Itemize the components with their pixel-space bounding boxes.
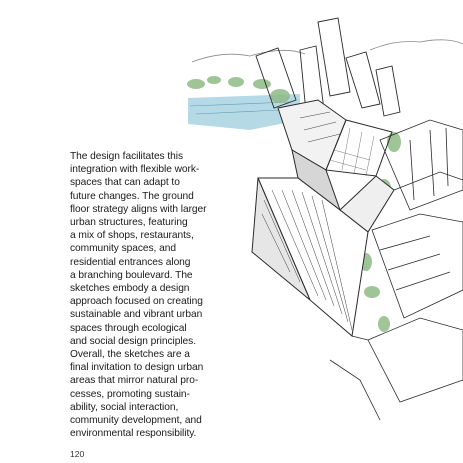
page-number: 120	[70, 449, 85, 459]
body-line: future changes. The ground	[70, 190, 194, 202]
body-line: community spaces, and	[70, 243, 176, 255]
body-line: residential entrances along	[70, 256, 191, 268]
body-line: urban structures, featuring	[70, 217, 188, 229]
body-line: ability, social interaction,	[70, 401, 179, 413]
body-line: sketches embody a design	[70, 283, 190, 295]
architectural-sketch-illustration	[180, 0, 463, 463]
body-line: spaces that can adapt to	[70, 177, 180, 189]
central-building	[252, 100, 394, 336]
body-line: approach focused on creating	[70, 296, 203, 308]
body-line: integration with flexible work-	[70, 164, 200, 176]
body-line: environmental responsibility.	[70, 428, 197, 440]
body-line: Overall, the sketches are a	[70, 349, 190, 361]
body-line: community development, and	[70, 415, 202, 427]
body-line: and social design principles.	[70, 335, 196, 347]
hills-background	[192, 40, 463, 62]
body-line: The design facilitates this	[70, 151, 184, 162]
body-line: a mix of shops, restaurants,	[70, 230, 194, 242]
body-line: sustainable and vibrant urban	[70, 309, 203, 321]
body-line: cesses, promoting sustain-	[70, 388, 190, 400]
body-line: floor strategy aligns with larger	[70, 203, 207, 215]
body-line: final invitation to design urban	[70, 362, 204, 374]
body-line: spaces through ecological	[70, 322, 187, 334]
body-line: a branching boulevard. The	[70, 269, 193, 281]
body-line: areas that mirror natural pro-	[70, 375, 199, 387]
